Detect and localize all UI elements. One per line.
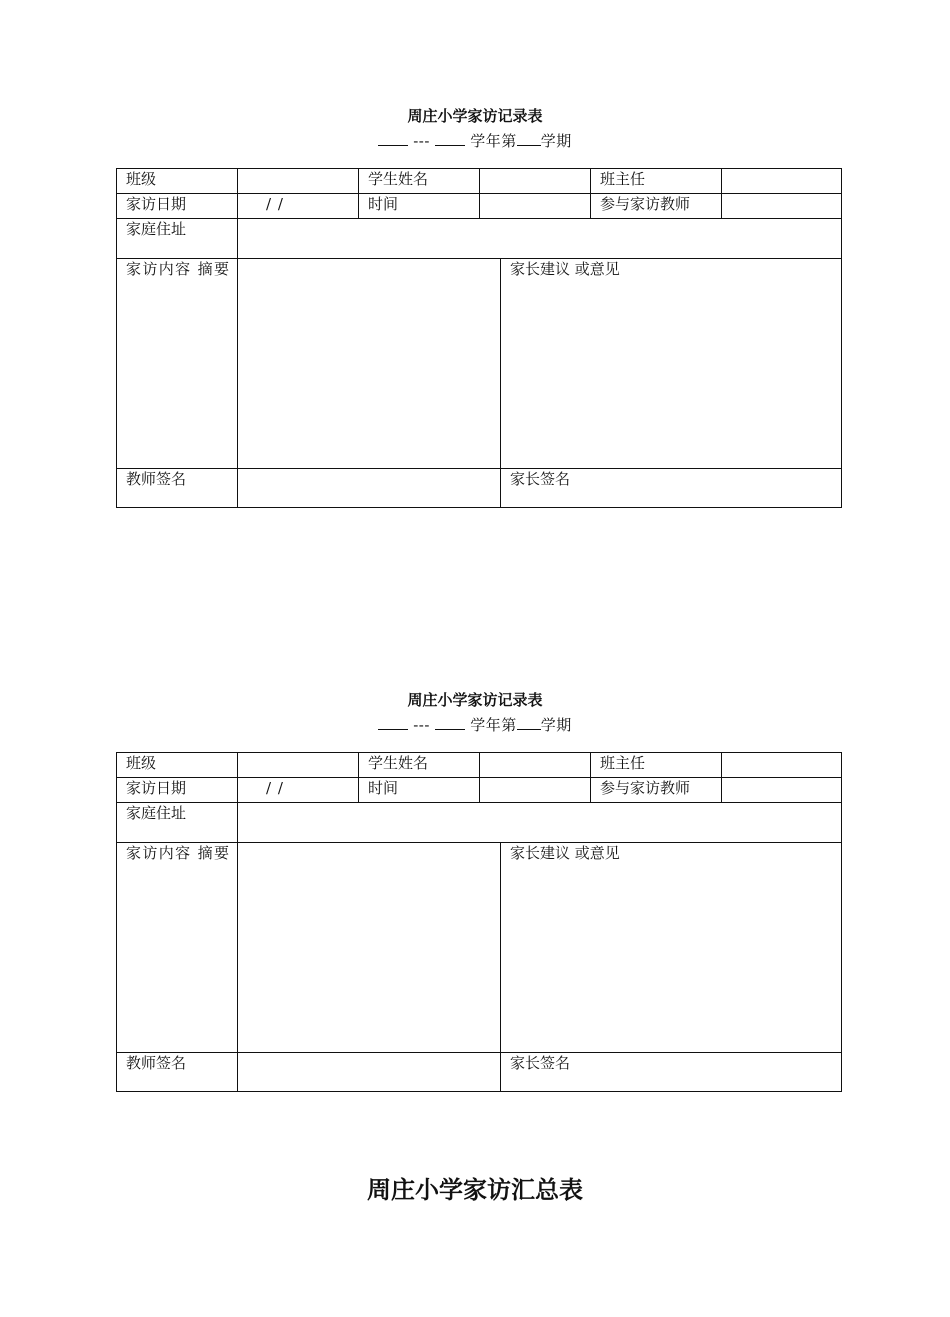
visit-summary-value-cell[interactable] (237, 842, 501, 1053)
visit-summary-label: 家访内容 摘要 (116, 258, 238, 469)
parent-signature-cell[interactable]: 家长签名 (500, 1052, 842, 1092)
student-name-value-cell[interactable] (479, 752, 591, 778)
visit-date-label: 家访日期 (116, 777, 238, 803)
student-name-label: 学生姓名 (358, 168, 480, 194)
parent-signature-cell[interactable]: 家长签名 (500, 468, 842, 508)
parent-advice-cell[interactable]: 家长建议 或意见 (500, 258, 842, 469)
year-end-blank[interactable] (435, 716, 465, 730)
student-name-value-cell[interactable] (479, 168, 591, 194)
class-label: 班级 (116, 168, 238, 194)
visit-date-value-cell[interactable]: / / (237, 777, 359, 803)
time-label: 时间 (358, 777, 480, 803)
term-number-blank[interactable] (517, 132, 541, 146)
address-value-cell[interactable] (237, 802, 842, 843)
record-table (116, 168, 842, 508)
time-value-cell[interactable] (479, 777, 591, 803)
visit-summary-label: 家访内容 摘要 (116, 842, 238, 1053)
teacher-signature-label: 教师签名 (116, 468, 238, 508)
year-separator: --- (413, 132, 430, 150)
visiting-teachers-label: 参与家访教师 (590, 193, 722, 219)
year-start-blank[interactable] (378, 716, 408, 730)
head-teacher-label: 班主任 (590, 168, 722, 194)
class-label: 班级 (116, 752, 238, 778)
visit-summary-value-cell[interactable] (237, 258, 501, 469)
form-subtitle (0, 130, 950, 151)
term-label: 学期 (540, 716, 572, 734)
year-term-label: 学年第 (470, 132, 517, 150)
term-label: 学期 (540, 132, 572, 150)
time-value-cell[interactable] (479, 193, 591, 219)
address-value-cell[interactable] (237, 218, 842, 259)
parent-advice-cell[interactable]: 家长建议 或意见 (500, 842, 842, 1053)
visiting-teachers-label: 参与家访教师 (590, 777, 722, 803)
year-start-blank[interactable] (378, 132, 408, 146)
head-teacher-value-cell[interactable] (721, 752, 842, 778)
form-title: 周庄小学家访记录表 (407, 107, 543, 125)
head-teacher-value-cell[interactable] (721, 168, 842, 194)
head-teacher-label: 班主任 (590, 752, 722, 778)
class-value-cell[interactable] (237, 752, 359, 778)
teacher-signature-label: 教师签名 (116, 1052, 238, 1092)
student-name-label: 学生姓名 (358, 752, 480, 778)
year-separator: --- (413, 716, 430, 734)
teacher-signature-value-cell[interactable] (237, 1052, 501, 1092)
visiting-teachers-value-cell[interactable] (721, 193, 842, 219)
year-term-label: 学年第 (470, 716, 517, 734)
visit-date-value-cell[interactable]: / / (237, 193, 359, 219)
teacher-signature-value-cell[interactable] (237, 468, 501, 508)
class-value-cell[interactable] (237, 168, 359, 194)
time-label: 时间 (358, 193, 480, 219)
form-subtitle (0, 714, 950, 735)
term-number-blank[interactable] (517, 716, 541, 730)
year-end-blank[interactable] (435, 132, 465, 146)
record-table (116, 752, 842, 1092)
address-label: 家庭住址 (116, 802, 238, 843)
address-label: 家庭住址 (116, 218, 238, 259)
visiting-teachers-value-cell[interactable] (721, 777, 842, 803)
form-title: 周庄小学家访记录表 (407, 691, 543, 709)
summary-table-title: 周庄小学家访汇总表 (367, 1176, 583, 1204)
visit-date-label: 家访日期 (116, 193, 238, 219)
